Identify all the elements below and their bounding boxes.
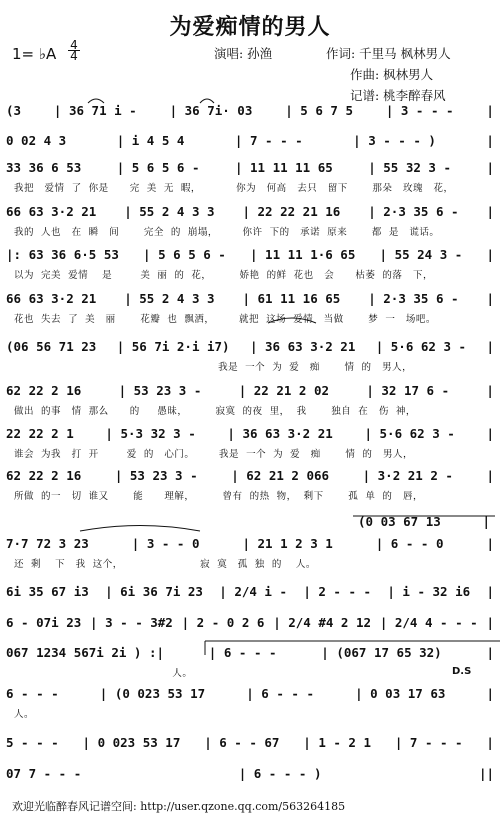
measure-segment: | 7 - - - xyxy=(394,735,463,750)
measure-segment: |: 63 36 6·5 53 xyxy=(6,247,119,262)
measure-segment: 6 - 07i 23 xyxy=(6,615,82,630)
measure-segment: | 5·6 62 3 - xyxy=(364,426,455,441)
lyric-row: 所做 的一 切 谁又 能 理解， 曾有 的热 物， 剩下 孤 单 的 唇， xyxy=(14,491,423,502)
notation-row xyxy=(358,514,490,529)
notation-row xyxy=(6,383,494,398)
measure-segment: | 5·6 62 3 - xyxy=(375,339,467,354)
lyric-row: 以为 完美 爱情 是 美 丽 的 花， 娇艳 的鲜 花也 会 枯萎 的落 下， xyxy=(14,270,433,281)
measure-segment: | xyxy=(486,204,494,219)
measure-segment: | 36 71 i - xyxy=(53,103,137,118)
measure-segment: | 36 63 3·2 21 xyxy=(249,339,356,354)
measure-segment: | 55 2 4 3 3 xyxy=(124,204,215,219)
measure-segment: | 1 - 2 1 xyxy=(303,735,372,750)
measure-segment: | 32 17 6 - xyxy=(366,383,450,398)
lyricist-credit: 作词: 千里马 枫林男人 xyxy=(326,46,451,61)
measure-segment: 7·7 72 3 23 xyxy=(6,536,89,551)
measure-segment: | xyxy=(486,160,494,175)
measure-segment: | 2/4 i - xyxy=(219,584,287,599)
measure-segment: 067 1234 567i 2i ) :| xyxy=(6,645,165,660)
measure-segment: | 56 7i 2·i i7) xyxy=(116,339,230,354)
time-signature-top: 4 xyxy=(68,40,80,51)
notation-row xyxy=(6,615,494,630)
measure-segment: | 2·3 35 6 - xyxy=(368,291,459,306)
measure-segment: 66 63 3·2 21 xyxy=(6,291,97,306)
measure-segment: | 3 - - - ) xyxy=(353,133,436,148)
measure-segment: | (067 17 65 32) xyxy=(321,645,442,660)
measure-segment: | 55 2 4 3 3 xyxy=(124,291,215,306)
notation-row xyxy=(6,468,494,483)
measure-segment: | 36 7i· 03 xyxy=(169,103,253,118)
song-title: 为爱痴情的男人 xyxy=(169,14,331,40)
measure-segment: 07 7 - - - xyxy=(6,766,82,781)
measure-segment: | 3 - - 0 xyxy=(131,536,200,551)
notation-row xyxy=(6,204,494,219)
measure-segment: | xyxy=(486,103,494,118)
notation-row xyxy=(6,645,494,660)
footer-text: 欢迎光临醉春风记谱空间: http://user.qzone.qq.com/563264185 xyxy=(12,800,346,813)
measure-segment: | xyxy=(486,584,494,599)
notation-row xyxy=(6,735,494,750)
measure-segment: | 6 - - 67 xyxy=(204,735,280,750)
measure-segment: | 3 - - 3#2 xyxy=(90,615,173,630)
notation-row xyxy=(6,247,494,262)
measure-segment: | xyxy=(486,536,494,551)
measure-segment: | 21 1 2 3 1 xyxy=(242,536,333,551)
measure-segment: | 3 - - - xyxy=(385,103,454,118)
measure-segment: | xyxy=(486,247,494,262)
measure-segment: | 3·2 21 2 - xyxy=(362,468,453,483)
measure-segment: 6i 35 67 i3 xyxy=(6,584,89,599)
lyric-row: 花也 失去 了 美 丽 花瓣 也 飘洒， 就把 这场 爱情 当做 梦 一 场吧。 xyxy=(14,314,436,325)
measure-segment: | 22 22 21 16 xyxy=(242,204,341,219)
notation-row xyxy=(6,339,494,354)
lyric-row: 还 剩 下 我 这个， 寂 寞 孤 独 的 人。 xyxy=(14,559,316,570)
measure-segment: | 2/4 #4 2 12 xyxy=(273,615,372,630)
lyric-row: 人。 xyxy=(14,709,35,720)
measure-segment: | 11 11 1·6 65 xyxy=(250,247,356,262)
measure-segment: | 62 21 2 066 xyxy=(231,468,330,483)
measure-segment: | 0 023 53 17 xyxy=(82,735,181,750)
measure-segment: | 36 63 3·2 21 xyxy=(227,426,333,441)
measure-segment: 62 22 2 16 xyxy=(6,383,82,398)
measure-segment: 33 36 6 53 xyxy=(6,160,82,175)
measure-segment: | xyxy=(486,645,494,660)
ds-marking: D.S xyxy=(452,666,472,677)
lyric-row: 我把 爱情 了 你是 完 美 无 暇， 你为 何高 去只 留下 那朵 玫瑰 花， xyxy=(14,183,454,194)
measure-segment: | xyxy=(486,383,494,398)
measure-segment: | 5 6 5 6 - xyxy=(116,160,200,175)
measure-segment: 6 - - - xyxy=(6,686,59,701)
measure-segment: | 6 - - - ) xyxy=(238,766,322,781)
notation-row xyxy=(6,536,494,551)
measure-segment: | 22 21 2 02 xyxy=(238,383,329,398)
measure-segment: | xyxy=(482,514,490,529)
measure-segment: || xyxy=(478,766,494,781)
measure-segment: | 55 24 3 - xyxy=(379,247,463,262)
measure-segment: | 5 6 7 5 xyxy=(285,103,353,118)
lyric-row: 我的 人也 在 瞬 间 完全 的 崩塌， 你许 下的 承诺 原来 都 是 谎话。 xyxy=(14,227,440,238)
measure-segment: | 55 32 3 - xyxy=(368,160,452,175)
composer-credit: 作曲: 枫林男人 xyxy=(350,67,434,82)
measure-segment: 5 - - - xyxy=(6,735,59,750)
notation-row xyxy=(6,584,494,599)
measure-segment: | 2·3 35 6 - xyxy=(368,204,459,219)
lyric-row: 谁会 为我 打 开 爱 的 心门。 我是 一个 为 爱 痴 情 的 男人， xyxy=(14,449,413,460)
transcriber-credit: 记谱: 桃李醉春风 xyxy=(350,88,446,103)
notation-row xyxy=(6,291,494,306)
notation-row xyxy=(6,766,494,781)
singer-credit: 演唱: 孙渔 xyxy=(214,46,273,61)
measure-segment: | 0 03 17 63 xyxy=(355,686,446,701)
measure-segment: (0 03 67 13 xyxy=(358,514,441,529)
measure-segment: | 7 - - - xyxy=(234,133,303,148)
measure-segment: | xyxy=(486,686,494,701)
lyric-row: 人。 xyxy=(14,668,193,679)
notation-row xyxy=(6,426,494,441)
measure-segment: | xyxy=(486,735,494,750)
measure-segment: | 5 6 5 6 - xyxy=(143,247,226,262)
measure-segment: | xyxy=(486,291,494,306)
key-signature: 1= ♭A xyxy=(12,45,57,63)
measure-segment: 0 02 4 3 xyxy=(6,133,67,148)
measure-segment: | 2 - - - xyxy=(303,584,372,599)
measure-segment: | 6i 36 7i 23 xyxy=(105,584,203,599)
measure-segment: | (0 023 53 17 xyxy=(99,686,206,701)
measure-segment: | xyxy=(486,468,494,483)
measure-segment: | 11 11 11 65 xyxy=(234,160,333,175)
measure-segment: | xyxy=(486,339,494,354)
notation-row xyxy=(6,160,494,175)
measure-segment: (06 56 71 23 xyxy=(6,339,97,354)
measure-segment: | 53 23 3 - xyxy=(118,383,202,398)
measure-segment: | 61 11 16 65 xyxy=(242,291,341,306)
measure-segment: | 2 - 0 2 6 xyxy=(181,615,265,630)
measure-segment: | 6 - - - xyxy=(246,686,314,701)
time-signature xyxy=(68,40,80,61)
measure-segment: (3 xyxy=(6,103,22,118)
measure-segment: 22 22 2 1 xyxy=(6,426,74,441)
lyric-row: 我是 一个 为 爱 痴 情 的 男人， xyxy=(14,362,413,373)
measure-segment: | 6 - - 0 xyxy=(375,536,444,551)
lyric-row: 做出 的事 情 那么 的 愚昧， 寂寞 的夜 里， 我 独自 在 伤 神， xyxy=(14,406,416,417)
measure-segment: | 53 23 3 - xyxy=(114,468,198,483)
measure-segment: | xyxy=(486,615,494,630)
measure-segment: | i 4 5 4 xyxy=(116,133,185,148)
notation-row xyxy=(6,103,494,118)
measure-segment: | 5·3 32 3 - xyxy=(105,426,196,441)
measure-segment: | 2/4 4 - - - xyxy=(379,615,478,630)
measure-segment: 66 63 3·2 21 xyxy=(6,204,97,219)
measure-segment: | xyxy=(486,426,494,441)
measure-segment: | i - 32 i6 xyxy=(387,584,471,599)
notation-row xyxy=(6,686,494,701)
measure-segment: | xyxy=(486,133,494,148)
measure-segment: | 6 - - - xyxy=(208,645,277,660)
measure-segment: 62 22 2 16 xyxy=(6,468,82,483)
notation-row xyxy=(6,133,494,148)
time-signature-bottom: 4 xyxy=(70,49,78,63)
tie-arc xyxy=(80,526,200,532)
